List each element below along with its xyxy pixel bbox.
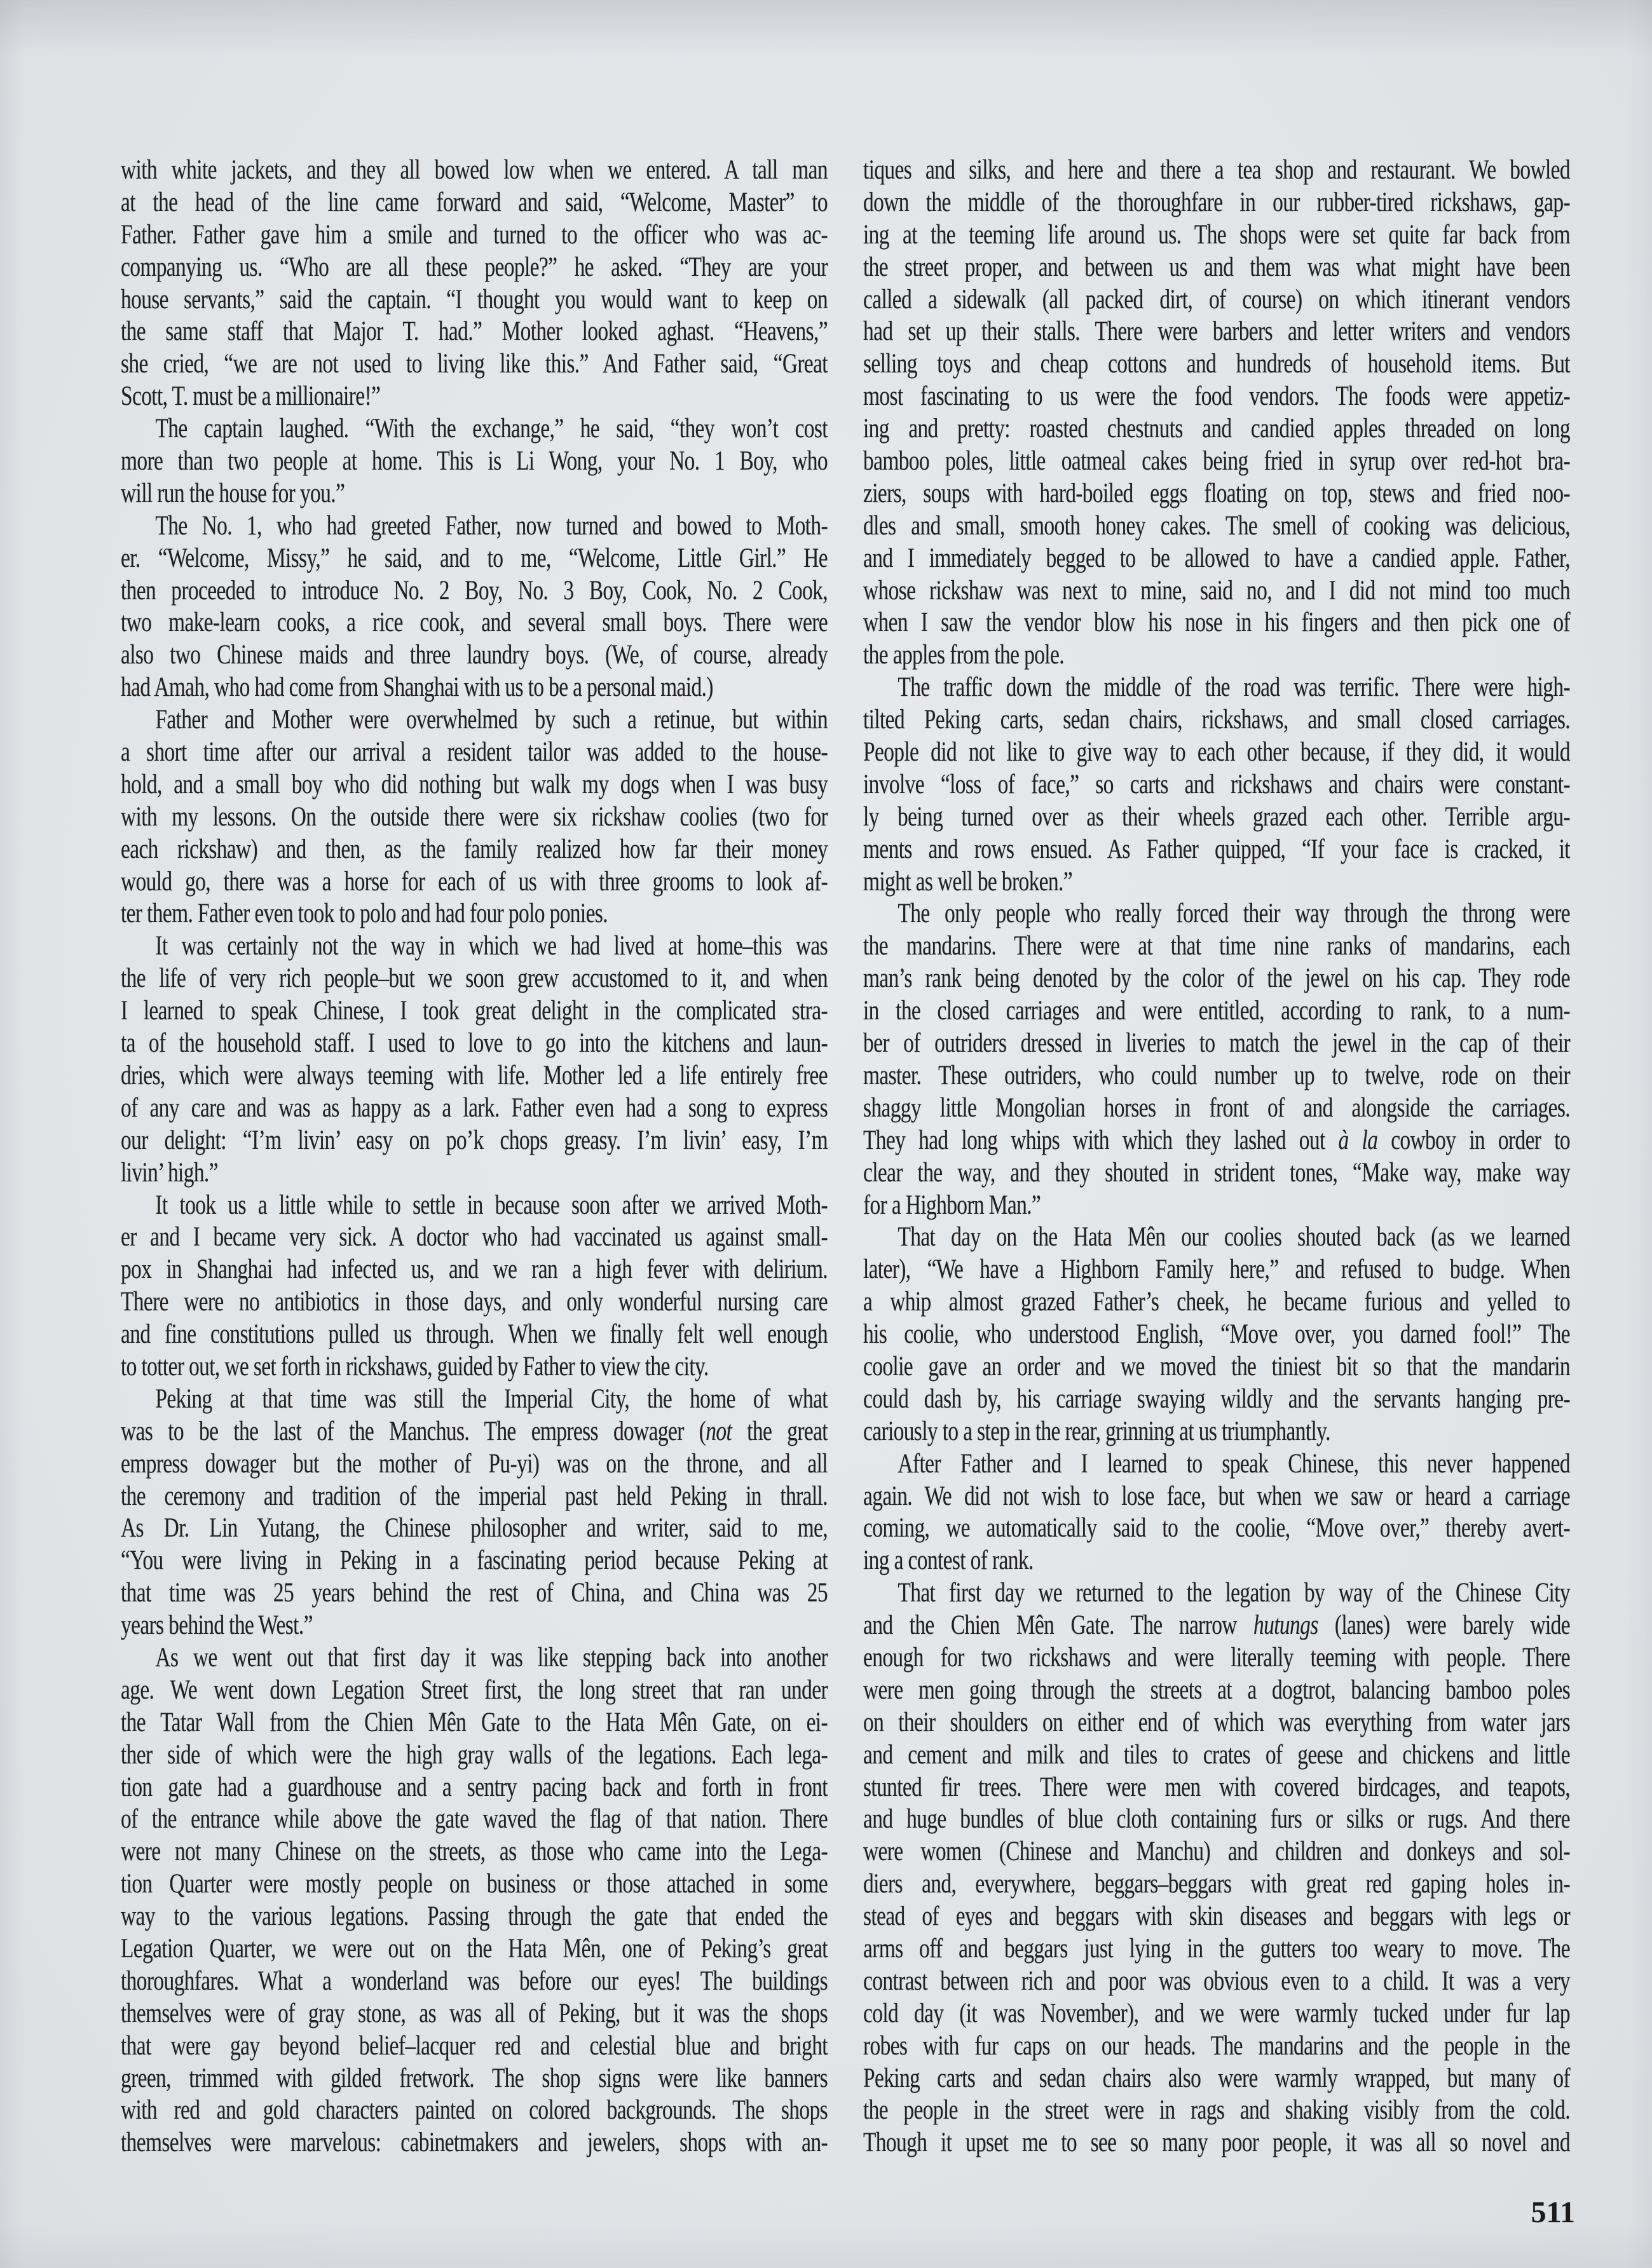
text-line: The captain laughed. “With the exchange,” he said, “they won’t cost xyxy=(155,414,828,444)
text-line: his coolie, who understood English, “Move over, you darned fool!” The xyxy=(863,1319,1570,1350)
text-line: They had long whips with which they lashed out à la cowboy in order to xyxy=(863,1125,1570,1155)
text-line: might as well be broken.” xyxy=(863,866,1072,897)
text-line: could dash by, his carriage swaying wildly and the servants hanging pre- xyxy=(863,1383,1570,1414)
text-line: with my lessons. On the outside there were six rickshaw coolies (two for xyxy=(121,801,828,832)
text-line: coming, we automatically said to the coolie, “Move over,” thereby avert- xyxy=(863,1513,1570,1544)
text-line: There were no antibiotics in those days, and only wonderful nursing care xyxy=(121,1287,828,1317)
text-line: clear the way, and they shouted in strident tones, “Make way, make way xyxy=(863,1157,1570,1188)
text-line: the people in the street were in rags and shaking visibly from the cold. xyxy=(863,2095,1570,2126)
text-line: diers and, everywhere, beggars–beggars with great red gaping holes in- xyxy=(863,1869,1570,1899)
text-line: two make-learn cooks, a rice cook, and several small boys. There were xyxy=(121,608,828,638)
text-line: of the entrance while above the gate waved the flag of that nation. There xyxy=(121,1804,828,1835)
text-line: called a sidewalk (all packed dirt, of course) on which itinerant vendors xyxy=(863,284,1570,315)
text-line: cold day (it was November), and we were warmly tucked under fur lap xyxy=(863,1998,1570,2028)
text-line: ta of the household staff. I used to love to go into the kitchens and laun- xyxy=(121,1028,828,1059)
text-line: our delight: “I’m livin’ easy on po’k chops greasy. I’m livin’ easy, I’m xyxy=(121,1125,828,1155)
text-line: stead of eyes and beggars with skin diseases and beggars with legs or xyxy=(863,1901,1570,1932)
text-line: for a Highborn Man.” xyxy=(863,1190,1041,1220)
text-line: more than two people at home. This is Li Wong, your No. 1 Boy, who xyxy=(121,446,828,477)
text-line: had set up their stalls. There were barbers and letter writers and vendors xyxy=(863,316,1570,347)
text-line: were women (Chinese and Manchu) and children and donkeys and sol- xyxy=(863,1837,1570,1867)
text-line: ber of outriders dressed in liveries to match the jewel in the cap of their xyxy=(863,1028,1570,1059)
text-line: and huge bundles of blue cloth containing furs or silks or rugs. And there xyxy=(863,1804,1570,1835)
text-line: that were gay beyond belief–lacquer red and celestial blue and bright xyxy=(121,2030,828,2061)
text-line: tion gate had a guardhouse and a sentry pacing back and forth in front xyxy=(121,1772,828,1802)
text-line: Though it upset me to see so many poor people, it was all so novel and xyxy=(863,2128,1570,2158)
text-line: ly being turned over as their wheels grazed each other. Terrible argu- xyxy=(863,801,1570,832)
text-line: Peking carts and sedan chairs also were warmly wrapped, but many of xyxy=(863,2063,1570,2093)
text-line: Father and Mother were overwhelmed by such a retinue, but within xyxy=(155,705,828,735)
text-line: also two Chinese maids and three laundry boys. (We, of course, already xyxy=(121,640,828,670)
text-line: that time was 25 years behind the rest of China, and China was 25 xyxy=(121,1578,828,1608)
text-line: Scott, T. must be a millionaire!” xyxy=(121,381,381,412)
text-line: were men going through the streets at a dogtrot, balancing bamboo poles xyxy=(863,1674,1570,1705)
text-line: As we went out that first day it was like stepping back into another xyxy=(155,1642,828,1673)
text-line: hold, and a small boy who did nothing but walk my dogs when I was busy xyxy=(121,769,828,799)
text-line: would go, there was a horse for each of us with three grooms to look af- xyxy=(121,866,828,897)
text-column-left xyxy=(121,154,828,2159)
text-line: tiques and silks, and here and there a tea shop and restaurant. We bowled xyxy=(863,155,1570,185)
text-line: ziers, soups with hard-boiled eggs floating on top, stews and fried noo- xyxy=(863,478,1570,508)
text-line: As Dr. Lin Yutang, the Chinese philosopher and writer, said to me, xyxy=(121,1513,828,1544)
text-line: a whip almost grazed Father’s cheek, he became furious and yelled to xyxy=(863,1287,1570,1317)
text-line: It took us a little while to settle in because soon after we arrived Moth- xyxy=(155,1190,828,1220)
text-line: ing and pretty: roasted chestnuts and candied apples threaded on long xyxy=(863,414,1570,444)
text-line: That day on the Hata Mên our coolies shouted back (as we learned xyxy=(898,1222,1570,1253)
text-line: and fine constitutions pulled us through. When we finally felt well enough xyxy=(121,1319,828,1350)
text-line: bamboo poles, little oatmeal cakes being fried in syrup over red-hot bra- xyxy=(863,446,1570,477)
text-line: ing a contest of rank. xyxy=(863,1545,1034,1576)
text-line: arms off and beggars just lying in the gutters too weary to move. The xyxy=(863,1933,1570,1964)
text-line: the same staff that Major T. had.” Mother looked aghast. “Heavens,” xyxy=(121,316,828,347)
text-line: a short time after our arrival a resident tailor was added to the house- xyxy=(121,737,828,768)
text-line: livin’ high.” xyxy=(121,1157,218,1188)
text-line: ing at the teeming life around us. The shops were set quite far back from xyxy=(863,219,1570,250)
text-line: the Tatar Wall from the Chien Mên Gate to the Hata Mên Gate, on ei- xyxy=(121,1707,828,1737)
text-line: pox in Shanghai had infected us, and we ran a high fever with delirium. xyxy=(121,1254,828,1285)
text-line: man’s rank being denoted by the color of the jewel on his cap. They rode xyxy=(863,963,1570,994)
text-line: contrast between rich and poor was obvious even to a child. It was a very xyxy=(863,1966,1570,1996)
text-line: each rickshaw) and then, as the family realized how far their money xyxy=(121,834,828,864)
text-line: years behind the West.” xyxy=(121,1610,313,1641)
text-line: and I immediately begged to be allowed to have a candied apple. Father, xyxy=(863,543,1570,573)
text-line: er and I became very sick. A doctor who had vaccinated us against small- xyxy=(121,1222,828,1253)
text-line: stunted fir trees. There were men with covered birdcages, and teapots, xyxy=(863,1772,1570,1802)
text-line: with red and gold characters painted on colored backgrounds. The shops xyxy=(121,2095,828,2126)
text-line: and cement and milk and tiles to crates of geese and chickens and little xyxy=(863,1739,1570,1770)
text-line: down the middle of the thoroughfare in our rubber-tired rickshaws, gap- xyxy=(863,187,1570,217)
text-line: involve “loss of face,” so carts and rickshaws and chairs were constant- xyxy=(863,769,1570,799)
text-line: the mandarins. There were at that time nine ranks of mandarins, each xyxy=(863,931,1570,961)
text-line: green, trimmed with gilded fretwork. The shop signs were like banners xyxy=(121,2063,828,2093)
text-line: companying us. “Who are all these people?” he asked. “They are your xyxy=(121,252,828,282)
text-line: The only people who really forced their way through the throng were xyxy=(898,899,1570,929)
text-line: the life of very rich people–but we soon grew accustomed to it, and when xyxy=(121,963,828,994)
text-line: in the closed carriages and were entitled, according to rank, to a num- xyxy=(863,996,1570,1026)
text-line: most fascinating to us were the food vendors. The foods were appetiz- xyxy=(863,381,1570,412)
text-line: dles and small, smooth honey cakes. The smell of cooking was delicious, xyxy=(863,510,1570,541)
text-line: empress dowager but the mother of Pu-yi) was on the throne, and all xyxy=(121,1448,828,1479)
text-line: The traffic down the middle of the road was terrific. There were high- xyxy=(898,672,1570,703)
text-line: I learned to speak Chinese, I took great delight in the complicated stra- xyxy=(121,996,828,1026)
text-line: After Father and I learned to speak Chinese, this never happened xyxy=(898,1448,1570,1479)
text-line: to totter out, we set forth in rickshaws, guided by Father to view the city. xyxy=(121,1351,709,1382)
text-line: Legation Quarter, we were out on the Hata Mên, one of Peking’s great xyxy=(121,1933,828,1964)
text-line: then proceeded to introduce No. 2 Boy, No. 3 Boy, Cook, No. 2 Cook, xyxy=(121,575,828,606)
text-line: er. “Welcome, Missy,” he said, and to me, “Welcome, Little Girl.” He xyxy=(121,543,828,573)
text-line: were not many Chinese on the streets, as those who came into the Lega- xyxy=(121,1837,828,1867)
text-line: was to be the last of the Manchus. The empress dowager (not the great xyxy=(121,1416,828,1446)
text-line: house servants,” said the captain. “I thought you would want to keep on xyxy=(121,284,828,315)
text-line: The No. 1, who had greeted Father, now turned and bowed to Moth- xyxy=(155,510,828,541)
text-line: dries, which were always teeming with life. Mother led a life entirely free xyxy=(121,1060,828,1090)
text-line: the ceremony and tradition of the imperial past held Peking in thrall. xyxy=(121,1481,828,1511)
text-line: People did not like to give way to each other because, if they did, it would xyxy=(863,737,1570,768)
text-line: themselves were marvelous: cabinetmakers and jewelers, shops with an- xyxy=(121,2128,828,2158)
text-line: ter them. Father even took to polo and had four polo ponies. xyxy=(121,899,608,929)
text-line: robes with fur caps on our heads. The mandarins and the people in the xyxy=(863,2030,1570,2061)
text-line: she cried, “we are not used to living like this.” And Father said, “Great xyxy=(121,349,828,379)
text-column-right xyxy=(863,154,1570,2159)
text-line: enough for two rickshaws and were literally teeming with people. There xyxy=(863,1642,1570,1673)
text-line: at the head of the line came forward and said, “Welcome, Master” to xyxy=(121,187,828,217)
text-line: and the Chien Mên Gate. The narrow hutungs (lanes) were barely wide xyxy=(863,1610,1570,1641)
text-line: the apples from the pole. xyxy=(863,640,1064,670)
text-line: tilted Peking carts, sedan chairs, rickshaws, and small closed carriages. xyxy=(863,705,1570,735)
text-line: age. We went down Legation Street first, the long street that ran under xyxy=(121,1674,828,1705)
text-line: cariously to a step in the rear, grinning at us triumphantly. xyxy=(863,1416,1330,1446)
text-line: It was certainly not the way in which we had lived at home–this was xyxy=(155,931,828,961)
text-line: when I saw the vendor blow his nose in his fingers and then pick one of xyxy=(863,608,1570,638)
text-line: of any care and was as happy as a lark. Father even had a song to express xyxy=(121,1092,828,1123)
text-line: way to the various legations. Passing through the gate that ended the xyxy=(121,1901,828,1932)
text-line: whose rickshaw was next to mine, said no, and I did not mind too much xyxy=(863,575,1570,606)
text-line: That first day we returned to the legation by way of the Chinese City xyxy=(898,1578,1570,1608)
text-line: the street proper, and between us and them was what might have been xyxy=(863,252,1570,282)
text-line: “You were living in Peking in a fascinating period because Peking at xyxy=(121,1545,828,1576)
text-line: master. These outriders, who could number up to twelve, rode on their xyxy=(863,1060,1570,1090)
text-line: selling toys and cheap cottons and hundreds of household items. But xyxy=(863,349,1570,379)
text-line: had Amah, who had come from Shanghai with us to be a personal maid.) xyxy=(121,672,713,703)
text-line: on their shoulders on either end of which was everything from water jars xyxy=(863,1707,1570,1737)
text-line: again. We did not wish to lose face, but when we saw or heard a carriage xyxy=(863,1481,1570,1511)
text-line: Father. Father gave him a smile and turned to the officer who was ac- xyxy=(121,219,828,250)
text-line: tion Quarter were mostly people on business or those attached in some xyxy=(121,1869,828,1899)
text-line: ther side of which were the high gray walls of the legations. Each lega- xyxy=(121,1739,828,1770)
text-line: later), “We have a Highborn Family here,” and refused to budge. When xyxy=(863,1254,1570,1285)
text-line: thoroughfares. What a wonderland was before our eyes! The buildings xyxy=(121,1966,828,1996)
text-line: themselves were of gray stone, as was all of Peking, but it was the shops xyxy=(121,1998,828,2028)
page-number: 511 xyxy=(1531,2196,1575,2229)
text-line: will run the house for you.” xyxy=(121,478,345,508)
text-line: ments and rows ensued. As Father quipped, “If your face is cracked, it xyxy=(863,834,1570,864)
text-line: shaggy little Mongolian horses in front of and alongside the carriages. xyxy=(863,1092,1570,1123)
text-line: Peking at that time was still the Imperial City, the home of what xyxy=(155,1383,828,1414)
text-line: with white jackets, and they all bowed low when we entered. A tall man xyxy=(121,155,828,185)
text-line: coolie gave an order and we moved the tiniest bit so that the mandarin xyxy=(863,1351,1570,1382)
